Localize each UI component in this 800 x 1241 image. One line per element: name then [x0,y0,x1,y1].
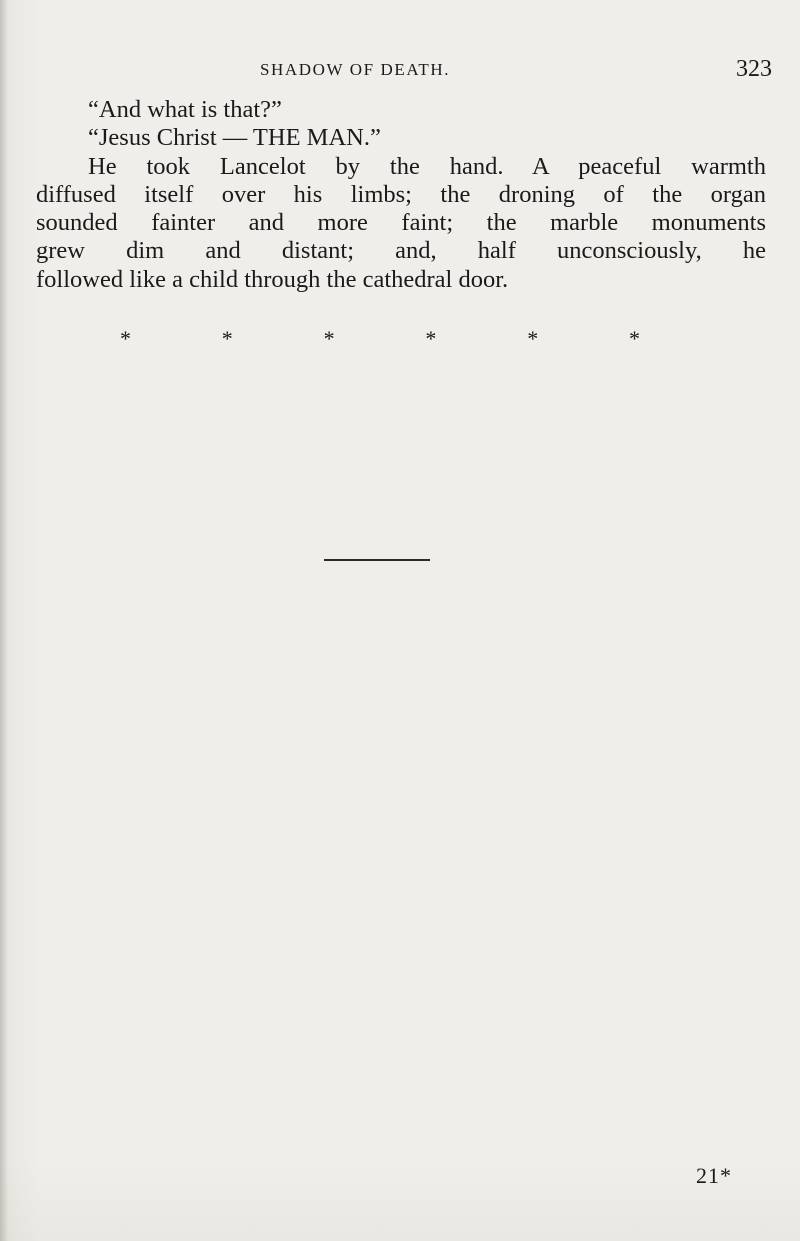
page-number: 323 [736,56,772,82]
asterisk: * [527,326,539,351]
text-line: diffused itself over his limbs; the droning of the organ [36,180,766,208]
asterisk: * [628,326,640,351]
running-title: SHADOW OF DEATH. [260,60,451,79]
body-text [36,96,766,294]
text-line: followed like a child through the cathedral door. [36,265,509,293]
text-line: “Jesus Christ — THE MAN.” [88,124,381,152]
text-line: He took Lancelot by the hand. A peaceful warmth [88,152,766,180]
text-line: grew dim and distant; and, half unconsciously, he [36,237,766,265]
running-head [0,56,800,86]
asterisk: * [425,326,437,351]
text-line: sounded fainter and more faint; the marble monuments [36,209,766,237]
signature-mark: 21* [696,1163,732,1188]
chapter-end-rule [324,559,430,561]
asterisk: * [323,326,335,351]
page-edge-shadow [0,0,8,1241]
text-line: “And what is that?” [88,96,282,123]
asterisk: * [120,326,131,351]
asterisk: * [221,326,233,351]
section-break-asterisms [120,326,640,352]
